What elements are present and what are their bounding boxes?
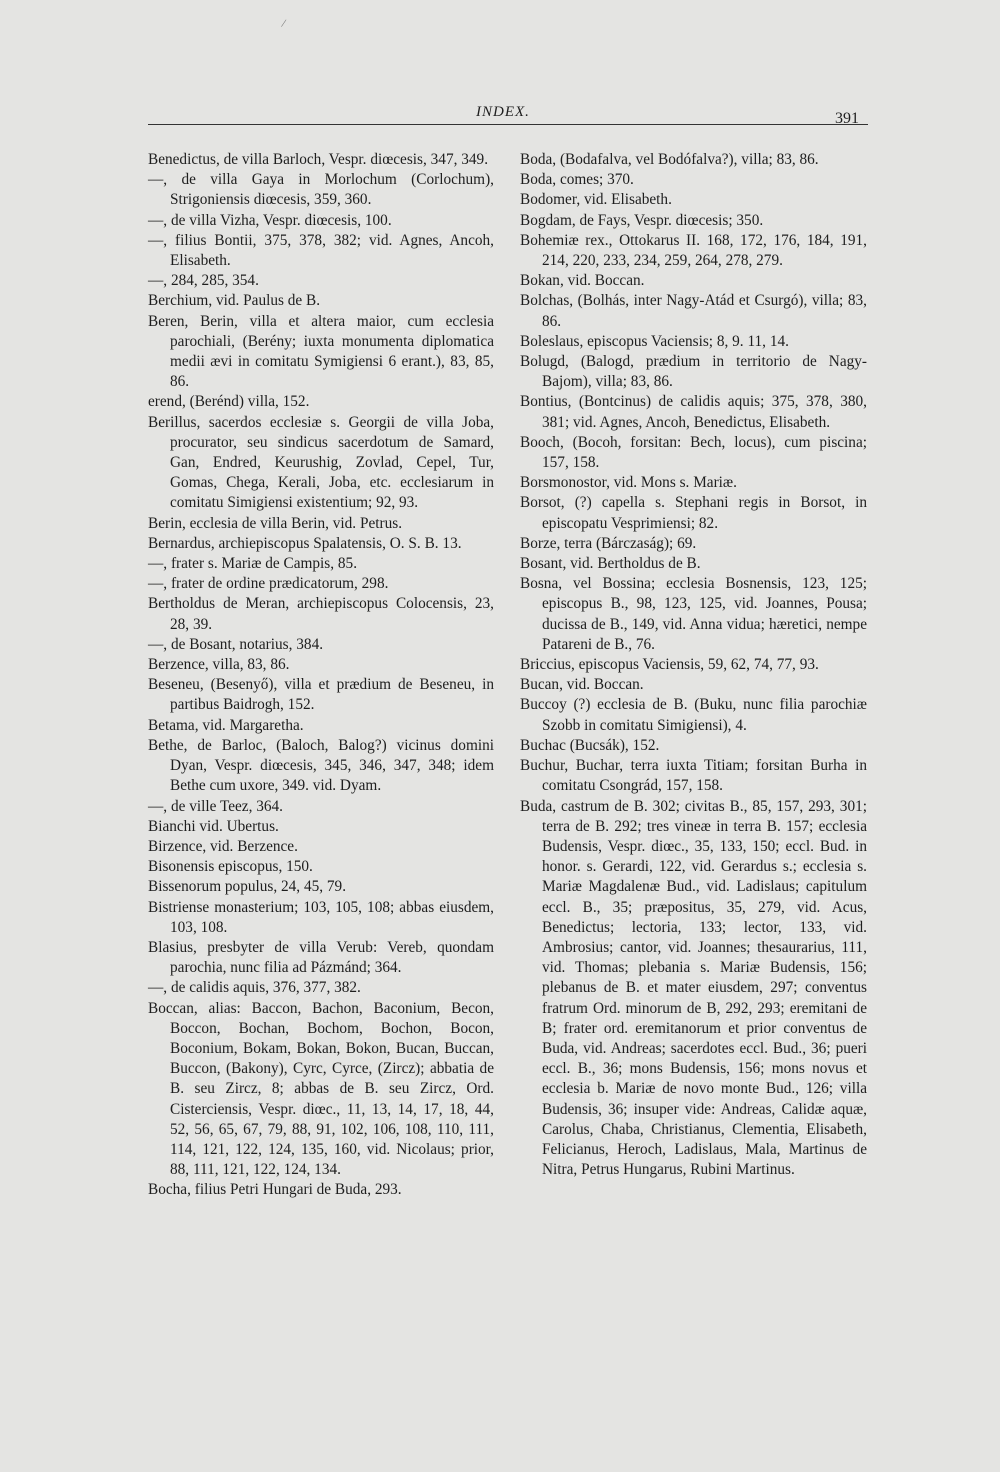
- left-index-column: [148, 150, 494, 1201]
- index-entry: Bogdam, de Fays, Vespr. diœcesis; 350.: [520, 211, 764, 229]
- index-entry: Booch, (Bocoh, forsitan: Bech, locus), cum piscina; 157, 158.: [520, 433, 867, 472]
- index-entry: —, frater s. Mariæ de Campis, 85.: [148, 555, 358, 573]
- index-entry: —, de villa Gaya in Morlochum (Corlochum), Strigoniensis diœcesis, 359, 360.: [148, 171, 494, 209]
- index-entry: Berin, ecclesia de villa Berin, vid. Petrus.: [148, 514, 403, 532]
- index-entry: Buchac (Bucsák), 152.: [520, 736, 660, 754]
- index-entry: —, frater de ordine prædicatorum, 298.: [148, 575, 389, 593]
- index-entry: Bohemiæ rex., Ottokarus II. 168, 172, 176, 184, 191, 214, 220, 233, 234, 259, 264, 278, 279.: [520, 231, 867, 270]
- right-index-column: [520, 150, 867, 1180]
- index-entry: Bosant, vid. Bertholdus de B.: [520, 555, 701, 573]
- index-entry: —, 284, 285, 354.: [148, 272, 259, 290]
- index-entry: Blasius, presbyter de villa Verub: Vereb, quondam parochia, nunc filia ad Pázmánd; 364.: [148, 938, 494, 977]
- index-entry: Borze, terra (Bárczaság); 69.: [520, 534, 697, 552]
- index-entry: —, de ville Teez, 364.: [148, 797, 284, 815]
- index-entry: Bontius, (Bontcinus) de calidis aquis; 375, 378, 380, 381; vid. Agnes, Ancoh, Benedictus, Elisabeth.: [520, 393, 867, 431]
- index-entry: Borsot, (?) capella s. Stephani regis in Borsot, in episcopatu Vesprimiensi; 82.: [520, 494, 867, 532]
- index-entry: Bolchas, (Bolhás, inter Nagy-Atád et Csurgó), villa; 83, 86.: [520, 292, 867, 330]
- index-entry: Buchur, Buchar, terra iuxta Titiam; forsitan Burha in comitatu Csongrád, 157, 158.: [520, 757, 867, 795]
- index-entry: Bertholdus de Meran, archiepiscopus Colocensis, 23, 28, 39.: [148, 595, 494, 633]
- index-entry: erend, (Berénd) villa, 152.: [148, 393, 310, 411]
- index-entry: Bistriense monasterium; 103, 105, 108; abbas eiusdem, 103, 108.: [148, 898, 494, 936]
- index-entry: Benedictus, de villa Barloch, Vespr. diœcesis, 347, 349.: [148, 151, 489, 168]
- page-title: INDEX.: [476, 104, 530, 120]
- index-entry: Beren, Berin, villa et altera maior, cum ecclesia parochiali, (Berény; iuxta monumenta diplomatica medii ævi in comitatu Symigiensi 6 erant.), 83, 85, 86.: [148, 312, 494, 391]
- index-entry: Berzence, villa, 83, 86.: [148, 656, 290, 674]
- index-entry: Betama, vid. Margaretha.: [148, 716, 304, 734]
- index-entry: Berchium, vid. Paulus de B.: [148, 292, 321, 310]
- header-rule: [148, 124, 868, 125]
- index-entry: Boda, (Bodafalva, vel Bodófalva?), villa; 83, 86.: [520, 151, 819, 168]
- index-entry: Bethe, de Barloc, (Baloch, Balog?) vicinus domini Dyan, Vespr. diœcesis, 345, 346, 347, 348; idem Bethe cum uxore, 349. vid. Dyam.: [148, 736, 494, 795]
- page-number: 391: [835, 110, 859, 127]
- index-entry: Bernardus, archiepiscopus Spalatensis, O. S. B. 13.: [148, 534, 462, 552]
- index-entry: Beseneu, (Besenyő), villa et prædium de Beseneu, in partibus Baidrogh, 152.: [148, 676, 494, 714]
- index-entry: Briccius, episcopus Vaciensis, 59, 62, 74, 77, 93.: [520, 656, 819, 674]
- index-entry: —, de villa Vizha, Vespr. diœcesis, 100.: [148, 211, 392, 229]
- index-entry: Berillus, sacerdos ecclesiæ s. Georgii de villa Joba, procurator, seu sindicus sacerdotum de Samard, Gan, Endred, Keurushig, Zovlad, Cepel, Tur, Gomas, Chega, Kerali, Joba, etc. ecclesiarum in comitatu Simigiensi existentium; 92, 93.: [148, 413, 494, 512]
- index-entry: Bianchi vid. Ubertus.: [148, 817, 279, 835]
- index-entry: —, de Bosant, notarius, 384.: [148, 635, 324, 653]
- index-entry: Bucan, vid. Boccan.: [520, 676, 644, 694]
- index-entry: —, de calidis aquis, 376, 377, 382.: [148, 979, 361, 997]
- index-entry: Bocha, filius Petri Hungari de Buda, 293.: [148, 1181, 402, 1199]
- index-entry: Boccan, alias: Baccon, Bachon, Baconium, Becon, Boccon, Bochan, Bochom, Bochon, Bocon, Boconium, Bokam, Bokan, Bokon, Bucan, Buccan, Buccon, (Bakony), Cyrc, Cyrce, (Zircz); abbatia de B. seu Zircz, 8; abbas de B. seu Zircz, Ord. Cisterciensis, Vespr. diœc., 11, 13, 14, 17, 18, 44, 52, 56, 65, 67, 79, 88, 91, 102, 106, 108, 110, 111, 114, 121, 122, 124, 135, 160, vid. Nicolaus; prior, 88, 111, 121, 122, 124, 134.: [148, 999, 494, 1179]
- index-entry: Boda, comes; 370.: [520, 171, 634, 189]
- index-entry: Bodomer, vid. Elisabeth.: [520, 191, 672, 209]
- index-entry: Boleslaus, episcopus Vaciensis; 8, 9. 11, 14.: [520, 332, 789, 350]
- index-entry: Borsmonostor, vid. Mons s. Mariæ.: [520, 474, 737, 492]
- index-entry: Buda, castrum de B. 302; civitas B., 85, 157, 293, 301; terra de B. 292; tres vineæ in terra B. 157; ecclesia Budensis, Vespr. diœc., 35, 133, 150; eccl. Bud. in honor. s. Gerardi, 122, vid. Gerardus s.; ecclesia s. Mariæ Magdalenæ Bud., vid. Ladislaus; capitulum eccl. B., 35; præpositus, 35, 279, vid. Acus, Benedictus; lectoria, 133; lector, 133, vid. Ambrosius; cantor, vid. Joannes; thesaurarius, 111, vid. Thomas; plebania s. Mariæ Budensis, 156; plebanus de B. et mater eiusdem, 297; conventus fratrum Ord. minorum de B, 292, 293; eremitani de B; frater ord. eremitanorum et prior conventus de Buda, vid. Andreas; sacerdotes eccl. Bud., 36; pueri eccl. B., 36; mons Budensis, 156; mons novus et ecclesia b. Mariæ de novo monte Bud., 126; villa Budensis, 36; insuper vide: Andreas, Calidæ aquæ, Carolus, Chaba, Christianus, Clementia, Elisabeth, Felicianus, Heroch, Ladislaus, Mala, Martinus de Nitra, Petrus Hungarus, Rubini Martinus.: [520, 797, 867, 1179]
- index-entry: Bisonensis episcopus, 150.: [148, 858, 313, 876]
- stray-pen-mark: /: [280, 15, 288, 31]
- index-entry: Bosna, vel Bossina; ecclesia Bosnensis, 123, 125; episcopus B., 98, 123, 125, vid. Joannes, Pousa; ducissa de B., 149, vid. Anna vidua; hæretici, nempe Patareni de B., 76.: [520, 575, 867, 653]
- index-entry: Bissenorum populus, 24, 45, 79.: [148, 878, 347, 896]
- index-entry: —, filius Bontii, 375, 378, 382; vid. Agnes, Ancoh, Elisabeth.: [148, 231, 494, 270]
- index-entry: Bolugd, (Balogd, prædium in territorio de Nagy-Bajom), villa; 83, 86.: [520, 353, 867, 391]
- index-entry: Bokan, vid. Boccan.: [520, 272, 645, 290]
- index-entry: Buccoy (?) ecclesia de B. (Buku, nunc filia parochiæ Szobb in comitatu Simigiensi), 4.: [520, 696, 867, 734]
- index-entry: Birzence, vid. Berzence.: [148, 837, 298, 855]
